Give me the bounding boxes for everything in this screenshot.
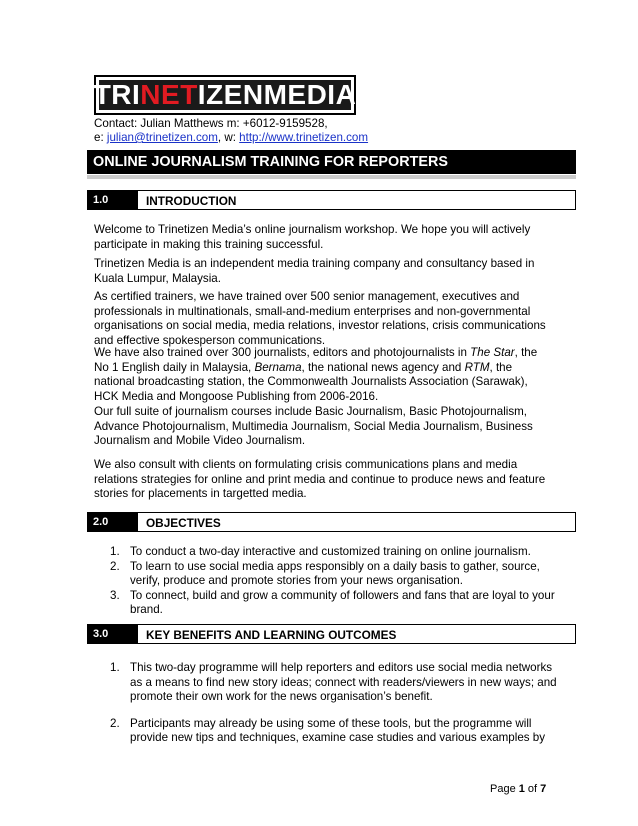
logo-wordmark	[93, 79, 357, 110]
logo-text-media: MEDIA	[263, 79, 357, 110]
section-header-objectives	[87, 512, 576, 532]
web-prefix: , w:	[217, 131, 240, 144]
intro-paragraph-1: Welcome to Trinetizen Media’s online journalism workshop. We hope you will actively participate in making this training successful.	[94, 223, 531, 251]
section-title: INTRODUCTION	[146, 194, 237, 208]
section-number: 1.0	[88, 191, 138, 209]
total-page-count: 7	[540, 783, 547, 795]
current-page-number: 1	[518, 783, 525, 795]
list-item: 1. This two-day programme will help reporters and editors use social media networks as a means to find new story ideas; connect with readers/viewers in new ways; and promote their own work for the news organisation’s benefit.	[110, 661, 557, 703]
logo-text-tri: TRI	[93, 79, 141, 110]
section-header-key-benefits	[87, 624, 576, 644]
intro-paragraph-2: Trinetizen Media is an independent media training company and consultancy based in Kuala Lumpur, Malaysia.	[94, 257, 535, 285]
list-item: 2. Participants may already be using some of these tools, but the programme will provide new tips and techniques, examine case studies and various examples by	[110, 716, 546, 744]
intro-paragraph-6: We also consult with clients on formulating crisis communications plans and media relations strategies for online and print media and continue to produce news and feature stories for placements in targetted media.	[94, 458, 546, 500]
page-footer: Page 1 of 7	[490, 783, 547, 795]
contact-block	[94, 117, 368, 145]
p4-text-e: , the national news agency and	[301, 360, 465, 374]
email-link[interactable]: julian@trinetizen.com	[106, 131, 218, 144]
p4-text-c: , the No 1 English daily in Malaysia,	[94, 346, 538, 374]
benefits-list	[110, 661, 560, 746]
p4-text-a: We have also trained over 300 journalists, editors and photojournalists in	[94, 346, 471, 359]
publication-rtm: RTM	[464, 360, 490, 374]
objectives-list	[110, 545, 560, 618]
publication-the-star: The Star	[470, 346, 515, 359]
section-header-introduction	[87, 190, 576, 210]
section-title: KEY BENEFITS AND LEARNING OUTCOMES	[146, 628, 397, 642]
list-item: 1. To conduct a two-day interactive and customized training on online journalism.	[110, 545, 531, 558]
intro-paragraph-4	[94, 346, 554, 404]
document-title: ONLINE JOURNALISM TRAINING FOR REPORTERS	[87, 150, 576, 174]
trinetizen-media-logo	[94, 75, 356, 115]
email-prefix: e:	[94, 131, 107, 144]
publication-bernama: Bernama	[254, 360, 302, 374]
list-item: 3. To connect, build and grow a community of followers and fans that are loyal to your brand.	[110, 588, 555, 616]
logo-text-izen: IZEN	[197, 79, 264, 110]
website-link[interactable]: http://www.trinetizen.com	[239, 131, 369, 144]
logo-text-net: NET	[140, 79, 198, 110]
list-item: 2. To learn to use social media apps responsibly on a daily basis to gather, source, verify, produce and promote stories from your news organisation.	[110, 559, 540, 587]
contact-links-line	[94, 131, 368, 145]
contact-line: Contact: Julian Matthews m: +6012-9159528,	[94, 117, 328, 130]
intro-paragraph-3: As certified trainers, we have trained over 500 senior management, executives and professionals in multinationals, small-and-medium enterprises and non-governmental organisations on social media, media relations, investor relations, crisis communications and effective spokesperson communications.	[94, 290, 546, 347]
section-title: OBJECTIVES	[146, 516, 221, 530]
section-number: 3.0	[88, 625, 138, 643]
title-underline-stripe	[87, 175, 576, 179]
section-number: 2.0	[88, 513, 138, 531]
p4-text-g: , the national broadcasting station, the Commonwealth Journalists Association (Sarawak), HCK Media and Mongoose Publishing from 2006-2016.	[94, 360, 528, 403]
intro-paragraph-5: Our full suite of journalism courses include Basic Journalism, Basic Photojournalism, Advance Photojournalism, Multimedia Journalism, Social Media Journalism, Business Journalism and Mobile Video Journalism.	[94, 405, 533, 447]
